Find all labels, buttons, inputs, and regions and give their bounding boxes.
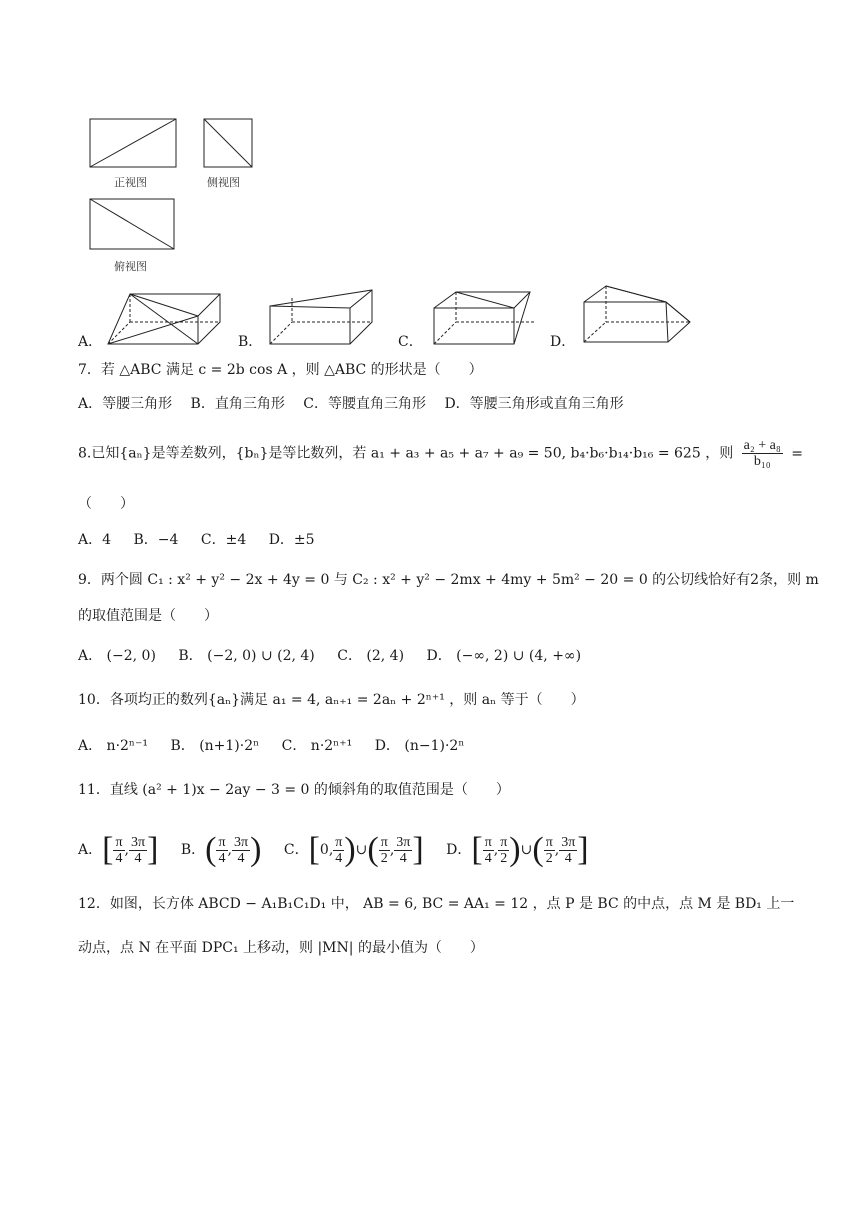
q9-option-b: B． (−2, 0) ∪ (2, 4) <box>178 648 315 664</box>
q12-stem: 12．如图，长方体 ABCD − A₁B₁C₁D₁ 中， AB = 6, BC = AA₁ = 12 ，点 P 是 BC 的中点，点 M 是 BD₁ 上一 <box>78 896 795 912</box>
q11-options <box>78 830 589 870</box>
q8-option-b: B．−4 <box>133 532 179 548</box>
q6-option-c-label: C． <box>398 334 423 350</box>
q8-option-a: A．4 <box>78 532 112 548</box>
q8-equals: = <box>791 445 803 462</box>
q6-option-a-figure <box>100 286 230 348</box>
q6-option-a-label: A． <box>78 334 103 350</box>
q6-option-b-label: B． <box>238 334 263 350</box>
q9-stem-2: 的取值范围是（ ） <box>78 608 218 624</box>
q11-option-a: A．[ $\frac{\pi}{4}$ , $\frac{3\pi}{4}$ ] <box>78 831 159 868</box>
q11-option-b: B．( $\frac{\pi}{4}$ , $\frac{3\pi}{4}$ ) <box>180 831 262 868</box>
q6-option-c-figure <box>426 286 546 348</box>
q10-options <box>78 736 482 756</box>
q7-options: A．等腰三角形 B．直角三角形 C．等腰直角三角形 D．等腰三角形或直角三角形 <box>78 396 624 412</box>
q6-option-d-label: D． <box>550 334 576 350</box>
q9-option-c: C． (2, 4) <box>337 648 405 664</box>
q8-stem: 8.已知{aₙ}是等差数列，{bₙ}是等比数列，若 a₁ + a₃ + a₅ + a₇ + a₉ = 50, b₄·b₆·b₁₄·b₁₆ = 625 ，则 <box>78 445 734 462</box>
top-view-label: 俯视图 <box>114 260 147 273</box>
q11-option-c: C．[0, $\frac{\pi}{4}$ )∪( $\frac{\pi}{2}$ , $\frac{3\pi}{4}$ ] <box>283 831 424 868</box>
q11-option-d-label: D． <box>446 842 472 858</box>
q6-option-d-figure <box>578 280 698 344</box>
q11-option-c-label: C． <box>283 842 309 858</box>
q8-stem-line <box>78 438 803 469</box>
q10-option-d: D． (n−1)·2ⁿ <box>374 738 465 754</box>
q10-option-c: C． n·2ⁿ⁺¹ <box>281 738 353 754</box>
front-view-label: 正视图 <box>114 176 147 189</box>
q10-option-a: A． n·2ⁿ⁻¹ <box>78 738 148 754</box>
q9-stem: 9．两个圆 C₁ : x² + y² − 2x + 4y = 0 与 C₂ : x² + y² − 2mx + 4my + 5m² − 20 = 0 的公切线恰好有2条，则 m <box>78 572 819 588</box>
q9-option-a: A． (−2, 0) <box>78 648 156 664</box>
q7-stem: 7．若 △ABC 满足 c = 2b cos A ，则 △ABC 的形状是（ ） <box>78 362 483 378</box>
q9-option-d: D． (−∞, 2) ∪ (4, +∞) <box>426 648 582 664</box>
q12-stem-2: 动点，点 N 在平面 DPC₁ 上移动，则 |MN| 的最小值为（ ） <box>78 940 484 956</box>
q8-option-c: C．±4 <box>200 532 247 548</box>
q9-options <box>78 646 599 666</box>
q11-stem: 11．直线 (a² + 1)x − 2ay − 3 = 0 的倾斜角的取值范围是（ ） <box>78 782 510 798</box>
q10-option-b: B． (n+1)·2ⁿ <box>170 738 260 754</box>
q11-option-a-label: A． <box>78 842 103 858</box>
q8-paren: （ ） <box>78 496 134 512</box>
q11-option-d: D．[ $\frac{\pi}{4}$ , $\frac{\pi}{2}$ )∪( $\frac{\pi}{2}$ , $\frac{3\pi}{4}$ ] <box>446 831 589 868</box>
q6-option-b-figure <box>262 286 382 348</box>
q8-options <box>78 530 333 550</box>
q10-stem: 10．各项均正的数列{aₙ}满足 a₁ = 4, aₙ₊₁ = 2aₙ + 2ⁿ⁺¹ ，则 aₙ 等于（ ） <box>78 692 585 708</box>
q8-option-d: D．±5 <box>268 532 315 548</box>
q8-frac-num: a₂ + a₈ <box>743 438 781 453</box>
q11-option-b-label: B． <box>180 842 206 858</box>
q8-frac-den: b₁₀ <box>753 454 771 469</box>
three-view-figure <box>80 112 280 282</box>
q8-fraction <box>742 438 783 469</box>
side-view-label: 侧视图 <box>207 176 240 189</box>
